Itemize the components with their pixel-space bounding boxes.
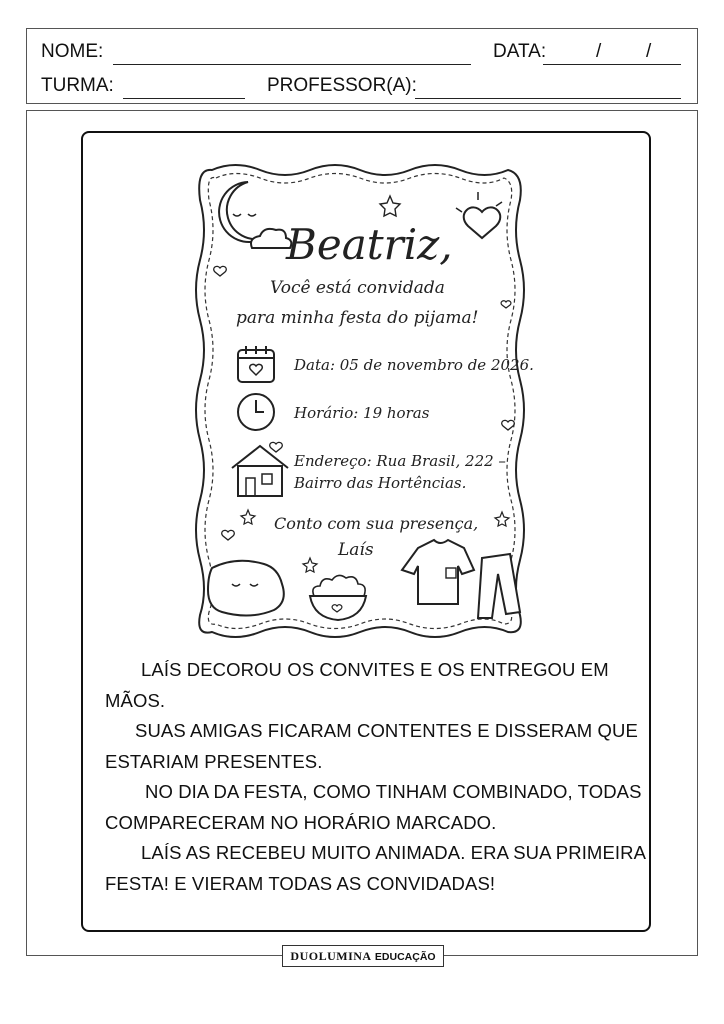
story-paragraph-4: LAÍS AS RECEBEU MUITO ANIMADA. ERA SUA PRIMEIRA FESTA! E VIERAM TODAS AS CONVIDADAS! <box>105 842 646 894</box>
invitation-address-2: Bairro das Hortências. <box>294 474 467 492</box>
invitation-line-2: para minha festa do pijama! <box>236 308 479 328</box>
moon-icon <box>219 182 264 242</box>
nome-label: NOME: <box>41 41 104 62</box>
popcorn-bowl-icon <box>310 575 366 620</box>
footer-logo <box>282 945 444 967</box>
invitation-name: Beatriz, <box>286 220 453 269</box>
invitation-time: Horário: 19 horas <box>294 404 430 422</box>
turma-field[interactable] <box>123 78 245 99</box>
data-field[interactable] <box>543 44 681 65</box>
invitation-address-1: Endereço: Rua Brasil, 222 – <box>294 452 506 470</box>
professor-field[interactable] <box>415 78 681 99</box>
invitation-card <box>190 160 534 640</box>
footer-brand: DUOLUMINA <box>290 949 372 963</box>
pajamas-icon <box>402 540 520 618</box>
nome-field[interactable] <box>113 44 471 65</box>
story-paragraph-1: LAÍS DECOROU OS CONVITES E OS ENTREGOU EM MÃOS. <box>105 659 609 711</box>
professor-label: PROFESSOR(A): <box>267 75 417 96</box>
turma-label: TURMA: <box>41 75 114 96</box>
invitation-line-1: Você está convidada <box>270 278 445 298</box>
footer-subtitle: EDUCAÇÃO <box>374 951 436 963</box>
story-text <box>105 655 645 899</box>
invitation-closing: Conto com sua presença, <box>274 514 479 533</box>
story-paragraph-2: SUAS AMIGAS FICARAM CONTENTES E DISSERAM QUE ESTARIAM PRESENTES. <box>105 720 638 772</box>
calendar-icon <box>238 346 274 382</box>
story-paragraph-3: NO DIA DA FESTA, COMO TINHAM COMBINADO, TODAS COMPARECERAM NO HORÁRIO MARCADO. <box>105 781 642 833</box>
student-info-header <box>26 28 698 104</box>
clock-icon <box>238 394 274 430</box>
invitation-date: Data: 05 de novembro de 2026. <box>294 356 534 374</box>
data-separator-1: / <box>596 41 602 62</box>
invitation-signature: Laís <box>338 540 374 560</box>
house-icon <box>232 446 288 496</box>
data-separator-2: / <box>646 41 652 62</box>
pillow-icon <box>208 561 284 616</box>
data-label: DATA: <box>493 41 547 62</box>
